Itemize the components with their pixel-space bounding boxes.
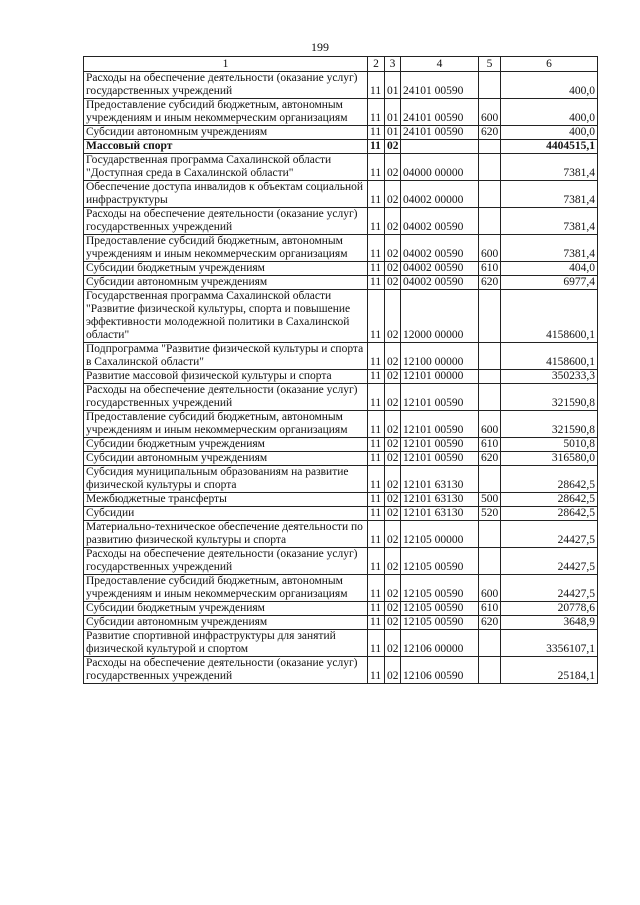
row-amount-cell: 400,0: [501, 99, 598, 126]
row-name-cell: Расходы на обеспечение деятельности (оказание услуг) государственных учреждений: [84, 657, 368, 684]
row-amount-cell: 6977,4: [501, 276, 598, 290]
table-row: [84, 575, 598, 602]
row-name-cell: Расходы на обеспечение деятельности (оказание услуг) государственных учреждений: [84, 384, 368, 411]
table-row: [84, 521, 598, 548]
table-row: [84, 411, 598, 438]
row-subsection-cell: 01: [385, 126, 401, 140]
row-amount-cell: 400,0: [501, 72, 598, 99]
row-expense-type-cell: [479, 208, 501, 235]
row-name-cell: Массовый спорт: [84, 140, 368, 154]
row-subsection-cell: 02: [385, 548, 401, 575]
row-target-article-cell: 12106 00590: [401, 657, 479, 684]
row-amount-cell: 3356107,1: [501, 630, 598, 657]
row-amount-cell: 7381,4: [501, 181, 598, 208]
row-name-cell: Предоставление субсидий бюджетным, автономным учреждениям и иным некоммерческим организациям: [84, 411, 368, 438]
row-target-article-cell: 12100 00000: [401, 343, 479, 370]
row-amount-cell: 4158600,1: [501, 343, 598, 370]
row-expense-type-cell: 500: [479, 493, 501, 507]
row-name-cell: Расходы на обеспечение деятельности (оказание услуг) государственных учреждений: [84, 548, 368, 575]
table-row: [84, 140, 598, 154]
row-amount-cell: 24427,5: [501, 575, 598, 602]
table-row: [84, 154, 598, 181]
row-amount-cell: 4158600,1: [501, 290, 598, 343]
row-section-cell: 11: [368, 507, 385, 521]
row-name-cell: Обеспечение доступа инвалидов к объектам социальной инфраструктуры: [84, 181, 368, 208]
row-subsection-cell: 02: [385, 262, 401, 276]
row-expense-type-cell: 620: [479, 452, 501, 466]
row-target-article-cell: 24101 00590: [401, 72, 479, 99]
row-subsection-cell: 02: [385, 466, 401, 493]
row-name-cell: Субсидии автономным учреждениям: [84, 126, 368, 140]
row-target-article-cell: 12101 00000: [401, 370, 479, 384]
row-target-article-cell: 12101 63130: [401, 493, 479, 507]
row-expense-type-cell: [479, 370, 501, 384]
row-section-cell: 11: [368, 616, 385, 630]
row-target-article-cell: 12101 00590: [401, 384, 479, 411]
row-section-cell: 11: [368, 521, 385, 548]
table-row: [84, 657, 598, 684]
row-name-cell: Межбюджетные трансферты: [84, 493, 368, 507]
row-amount-cell: 25184,1: [501, 657, 598, 684]
row-expense-type-cell: [479, 154, 501, 181]
row-section-cell: 11: [368, 290, 385, 343]
row-target-article-cell: 12105 00000: [401, 521, 479, 548]
row-section-cell: 11: [368, 126, 385, 140]
table-row: [84, 276, 598, 290]
row-section-cell: 11: [368, 140, 385, 154]
row-target-article-cell: 12101 00590: [401, 452, 479, 466]
row-name-cell: Субсидии автономным учреждениям: [84, 452, 368, 466]
row-section-cell: 11: [368, 602, 385, 616]
row-subsection-cell: 02: [385, 452, 401, 466]
row-target-article-cell: 12101 63130: [401, 507, 479, 521]
row-subsection-cell: 02: [385, 521, 401, 548]
table-row: [84, 548, 598, 575]
row-subsection-cell: 02: [385, 290, 401, 343]
row-name-cell: Субсидии автономным учреждениям: [84, 276, 368, 290]
row-target-article-cell: 12105 00590: [401, 548, 479, 575]
row-target-article-cell: 12000 00000: [401, 290, 479, 343]
row-expense-type-cell: 620: [479, 276, 501, 290]
row-expense-type-cell: [479, 521, 501, 548]
row-section-cell: 11: [368, 657, 385, 684]
table-row: [84, 99, 598, 126]
row-section-cell: 11: [368, 411, 385, 438]
row-expense-type-cell: 600: [479, 575, 501, 602]
row-name-cell: Субсидии бюджетным учреждениям: [84, 602, 368, 616]
row-amount-cell: 28642,5: [501, 507, 598, 521]
row-target-article-cell: 12105 00590: [401, 575, 479, 602]
row-expense-type-cell: [479, 466, 501, 493]
row-section-cell: 11: [368, 493, 385, 507]
row-target-article-cell: 04002 00590: [401, 235, 479, 262]
table-row: [84, 72, 598, 99]
row-amount-cell: 20778,6: [501, 602, 598, 616]
row-subsection-cell: 02: [385, 343, 401, 370]
row-section-cell: 11: [368, 235, 385, 262]
table-row: [84, 493, 598, 507]
row-subsection-cell: 02: [385, 438, 401, 452]
table-row: [84, 438, 598, 452]
row-subsection-cell: 02: [385, 208, 401, 235]
row-subsection-cell: 02: [385, 384, 401, 411]
table-row: [84, 630, 598, 657]
row-name-cell: Предоставление субсидий бюджетным, автономным учреждениям и иным некоммерческим организациям: [84, 235, 368, 262]
row-section-cell: 11: [368, 181, 385, 208]
table-row: [84, 181, 598, 208]
header-cell: 1: [84, 57, 368, 72]
table-row: [84, 507, 598, 521]
row-name-cell: Подпрограмма "Развитие физической культуры и спорта в Сахалинской области": [84, 343, 368, 370]
row-name-cell: Расходы на обеспечение деятельности (оказание услуг) государственных учреждений: [84, 208, 368, 235]
row-subsection-cell: 02: [385, 616, 401, 630]
row-section-cell: 11: [368, 384, 385, 411]
row-subsection-cell: 02: [385, 276, 401, 290]
row-expense-type-cell: 620: [479, 616, 501, 630]
row-name-cell: Предоставление субсидий бюджетным, автономным учреждениям и иным некоммерческим организациям: [84, 99, 368, 126]
table-row: [84, 262, 598, 276]
row-expense-type-cell: 610: [479, 262, 501, 276]
row-section-cell: 11: [368, 99, 385, 126]
row-name-cell: Субсидии автономным учреждениям: [84, 616, 368, 630]
row-amount-cell: 7381,4: [501, 235, 598, 262]
row-section-cell: 11: [368, 208, 385, 235]
row-section-cell: 11: [368, 343, 385, 370]
row-target-article-cell: 12101 00590: [401, 438, 479, 452]
table-row: [84, 343, 598, 370]
row-expense-type-cell: 520: [479, 507, 501, 521]
table-header-row: [84, 57, 598, 72]
row-expense-type-cell: 610: [479, 438, 501, 452]
row-target-article-cell: 24101 00590: [401, 99, 479, 126]
row-amount-cell: 404,0: [501, 262, 598, 276]
row-amount-cell: 350233,3: [501, 370, 598, 384]
table-row: [84, 384, 598, 411]
table-row: [84, 126, 598, 140]
row-section-cell: 11: [368, 72, 385, 99]
row-target-article-cell: 04002 00590: [401, 208, 479, 235]
row-target-article-cell: 24101 00590: [401, 126, 479, 140]
row-subsection-cell: 02: [385, 140, 401, 154]
table-body: [84, 72, 598, 684]
row-target-article-cell: 12106 00000: [401, 630, 479, 657]
table-row: [84, 235, 598, 262]
row-subsection-cell: 02: [385, 370, 401, 384]
row-target-article-cell: [401, 140, 479, 154]
table-row: [84, 208, 598, 235]
row-target-article-cell: 04002 00590: [401, 276, 479, 290]
row-subsection-cell: 02: [385, 411, 401, 438]
header-cell: 3: [385, 57, 401, 72]
row-expense-type-cell: 620: [479, 126, 501, 140]
row-name-cell: Государственная программа Сахалинской области "Развитие физической культуры, спорта и повышение эффективности молодежной политики в Сахалинской области": [84, 290, 368, 343]
row-section-cell: 11: [368, 438, 385, 452]
row-section-cell: 11: [368, 548, 385, 575]
row-subsection-cell: 02: [385, 154, 401, 181]
table-row: [84, 290, 598, 343]
row-section-cell: 11: [368, 452, 385, 466]
table-row: [84, 452, 598, 466]
row-expense-type-cell: [479, 657, 501, 684]
row-target-article-cell: 12105 00590: [401, 602, 479, 616]
row-expense-type-cell: [479, 181, 501, 208]
header-cell: 5: [479, 57, 501, 72]
table-row: [84, 370, 598, 384]
row-subsection-cell: 02: [385, 657, 401, 684]
row-subsection-cell: 02: [385, 235, 401, 262]
row-subsection-cell: 02: [385, 181, 401, 208]
row-name-cell: Развитие спортивной инфраструктуры для занятий физической культурой и спортом: [84, 630, 368, 657]
row-section-cell: 11: [368, 630, 385, 657]
row-amount-cell: 5010,8: [501, 438, 598, 452]
row-subsection-cell: 01: [385, 99, 401, 126]
row-amount-cell: 400,0: [501, 126, 598, 140]
row-subsection-cell: 02: [385, 575, 401, 602]
row-expense-type-cell: 610: [479, 602, 501, 616]
row-expense-type-cell: [479, 72, 501, 99]
row-target-article-cell: 12105 00590: [401, 616, 479, 630]
table-row: [84, 602, 598, 616]
row-amount-cell: 321590,8: [501, 384, 598, 411]
row-expense-type-cell: [479, 384, 501, 411]
row-target-article-cell: 04000 00000: [401, 154, 479, 181]
row-expense-type-cell: [479, 290, 501, 343]
header-cell: 6: [501, 57, 598, 72]
row-section-cell: 11: [368, 466, 385, 493]
row-expense-type-cell: 600: [479, 411, 501, 438]
row-name-cell: Субсидии бюджетным учреждениям: [84, 262, 368, 276]
row-target-article-cell: 12101 00590: [401, 411, 479, 438]
row-name-cell: Субсидии бюджетным учреждениям: [84, 438, 368, 452]
page-number: 199: [311, 40, 329, 54]
row-name-cell: Государственная программа Сахалинской области "Доступная среда в Сахалинской области": [84, 154, 368, 181]
row-subsection-cell: 02: [385, 602, 401, 616]
row-amount-cell: 316580,0: [501, 452, 598, 466]
row-subsection-cell: 01: [385, 72, 401, 99]
row-subsection-cell: 02: [385, 630, 401, 657]
row-expense-type-cell: [479, 140, 501, 154]
row-amount-cell: 7381,4: [501, 154, 598, 181]
row-expense-type-cell: [479, 630, 501, 657]
row-section-cell: 11: [368, 154, 385, 181]
row-name-cell: Субсидия муниципальным образованиям на развитие физической культуры и спорта: [84, 466, 368, 493]
row-target-article-cell: 04002 00000: [401, 181, 479, 208]
row-section-cell: 11: [368, 276, 385, 290]
row-section-cell: 11: [368, 575, 385, 602]
table-row: [84, 616, 598, 630]
row-amount-cell: 28642,5: [501, 493, 598, 507]
row-name-cell: Предоставление субсидий бюджетным, автономным учреждениям и иным некоммерческим организациям: [84, 575, 368, 602]
row-amount-cell: 24427,5: [501, 521, 598, 548]
row-target-article-cell: 12101 63130: [401, 466, 479, 493]
row-expense-type-cell: [479, 343, 501, 370]
row-amount-cell: 4404515,1: [501, 140, 598, 154]
budget-table: [83, 56, 598, 684]
row-subsection-cell: 02: [385, 507, 401, 521]
row-target-article-cell: 04002 00590: [401, 262, 479, 276]
table-row: [84, 466, 598, 493]
row-name-cell: Расходы на обеспечение деятельности (оказание услуг) государственных учреждений: [84, 72, 368, 99]
row-expense-type-cell: 600: [479, 235, 501, 262]
row-amount-cell: 7381,4: [501, 208, 598, 235]
row-amount-cell: 321590,8: [501, 411, 598, 438]
row-subsection-cell: 02: [385, 493, 401, 507]
row-amount-cell: 24427,5: [501, 548, 598, 575]
row-section-cell: 11: [368, 262, 385, 276]
row-amount-cell: 3648,9: [501, 616, 598, 630]
row-name-cell: Субсидии: [84, 507, 368, 521]
row-amount-cell: 28642,5: [501, 466, 598, 493]
row-name-cell: Материально-техническое обеспечение деятельности по развитию физической культуры и спорта: [84, 521, 368, 548]
header-cell: 4: [401, 57, 479, 72]
row-section-cell: 11: [368, 370, 385, 384]
header-cell: 2: [368, 57, 385, 72]
row-expense-type-cell: 600: [479, 99, 501, 126]
row-expense-type-cell: [479, 548, 501, 575]
row-name-cell: Развитие массовой физической культуры и спорта: [84, 370, 368, 384]
